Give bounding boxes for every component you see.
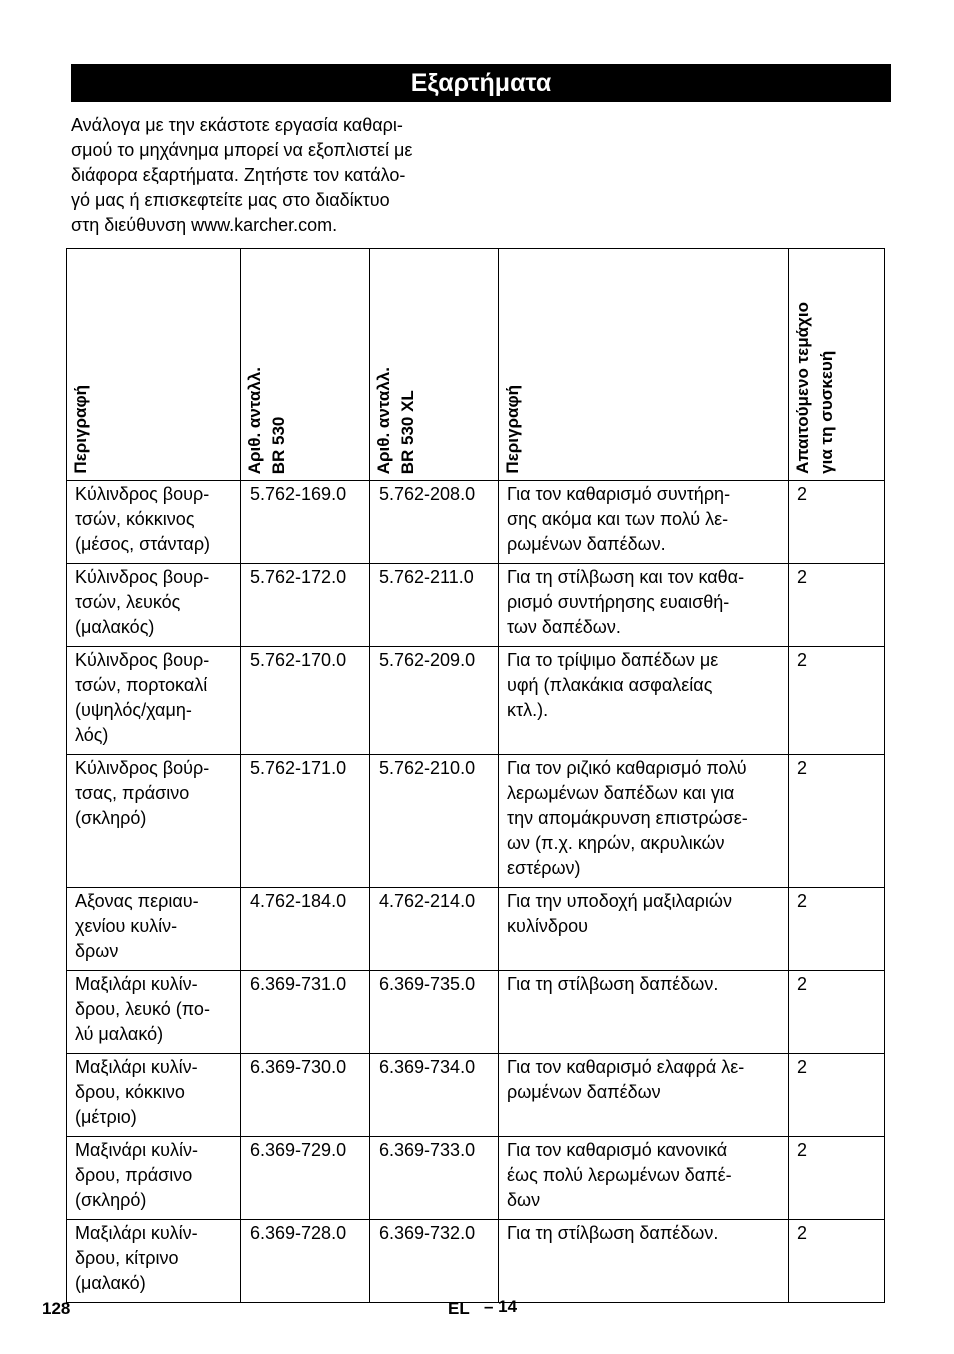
cell-br530: 6.369-731.0 (241, 971, 370, 1054)
text-line: Για τη στίλβωση δαπέδων. (507, 1223, 719, 1243)
text-line: υφή (πλακάκια ασφαλείας (507, 675, 713, 695)
cell-purpose (499, 971, 789, 1054)
text-line: λός) (75, 725, 109, 745)
cell-purpose (499, 1220, 789, 1303)
text-line: (σκληρό) (75, 808, 147, 828)
cell-purpose (499, 755, 789, 888)
text-line: Κύλινδρος βουρ- (75, 484, 210, 504)
cell-description (67, 971, 241, 1054)
cell-br530xl: 5.762-211.0 (370, 564, 499, 647)
cell-description (67, 481, 241, 564)
intro-line: σμού το μηχάνημα μπορεί να εξοπλιστεί με (71, 140, 413, 160)
cell-purpose (499, 1054, 789, 1137)
text-line: ρωμένων δαπέδων (507, 1082, 661, 1102)
text-line: (σκληρό) (75, 1190, 147, 1210)
cell-qty: 2 (789, 481, 885, 564)
table-row (67, 755, 885, 888)
cell-br530xl: 5.762-210.0 (370, 755, 499, 888)
text-line: Για την υποδοχή μαξιλαριών (507, 891, 732, 911)
table-row (67, 1054, 885, 1137)
text-line: τσών, κόκκινος (75, 509, 195, 529)
header-order-br530xl-line2: BR 530 XL (398, 389, 417, 474)
text-line: δρου, λευκό (πο- (75, 999, 210, 1019)
cell-qty: 2 (789, 564, 885, 647)
cell-description (67, 1220, 241, 1303)
text-line: Για τον καθαρισμό συντήρη- (507, 484, 731, 504)
cell-br530: 5.762-170.0 (241, 647, 370, 755)
cell-br530xl: 6.369-733.0 (370, 1137, 499, 1220)
cell-br530xl: 5.762-209.0 (370, 647, 499, 755)
cell-br530: 4.762-184.0 (241, 888, 370, 971)
cell-br530xl: 6.369-732.0 (370, 1220, 499, 1303)
text-line: τσών, πορτοκαλί (75, 675, 208, 695)
header-description (67, 249, 241, 481)
header-description-label: Περιγραφή (71, 385, 90, 474)
accessories-table (66, 248, 885, 1303)
header-quantity-line2: για τη συσκευή (817, 350, 836, 474)
cell-description (67, 647, 241, 755)
cell-purpose (499, 481, 789, 564)
table-row (67, 1137, 885, 1220)
text-line: Για τον καθαρισμό ελαφρά λε- (507, 1057, 745, 1077)
cell-qty: 2 (789, 971, 885, 1054)
text-line: εστέρων) (507, 858, 581, 878)
cell-description (67, 1137, 241, 1220)
cell-br530xl: 5.762-208.0 (370, 481, 499, 564)
cell-br530: 6.369-730.0 (241, 1054, 370, 1137)
header-order-br530xl (370, 249, 499, 481)
cell-purpose (499, 888, 789, 971)
header-order-br530xl-line1: Αριθ. ανταλλ. (374, 366, 393, 474)
text-line: κυλίνδρου (507, 916, 588, 936)
intro-line: στη διεύθυνση www.karcher.com. (71, 215, 338, 235)
text-line: τσών, λευκός (75, 592, 181, 612)
text-line: χενίου κυλίν- (75, 916, 178, 936)
text-line: (μέσος, στάνταρ) (75, 534, 211, 554)
text-line: λύ μαλακό) (75, 1024, 164, 1044)
text-line: δρου, κίτρινο (75, 1248, 179, 1268)
text-line: των δαπέδων. (507, 617, 621, 637)
cell-description (67, 1054, 241, 1137)
text-line: έως πολύ λερωμένων δαπέ- (507, 1165, 732, 1185)
text-line: Μαξιλάρι κυλίν- (75, 1057, 198, 1077)
text-line: Για τον ριζικό καθαρισμό πολύ (507, 758, 747, 778)
cell-description (67, 888, 241, 971)
cell-br530: 6.369-728.0 (241, 1220, 370, 1303)
cell-description (67, 564, 241, 647)
header-quantity (789, 249, 885, 481)
intro-line: Ανάλογα με την εκάστοτε εργασία καθαρι- (71, 115, 403, 135)
text-line: Για τη στίλβωση και τον καθα- (507, 567, 745, 587)
cell-purpose (499, 564, 789, 647)
header-purpose-label: Περιγραφή (503, 385, 522, 474)
cell-br530xl: 6.369-735.0 (370, 971, 499, 1054)
text-line: σης ακόμα και των πολύ λε- (507, 509, 729, 529)
intro-line: γό μας ή επισκεφτείτε μας στο διαδίκτυο (71, 190, 390, 210)
text-line: (μαλακός) (75, 617, 155, 637)
cell-qty: 2 (789, 1220, 885, 1303)
text-line: δρων (75, 941, 119, 961)
table-row (67, 481, 885, 564)
intro-paragraph (71, 113, 471, 238)
table-row (67, 888, 885, 971)
text-line: δων (507, 1190, 541, 1210)
page-number: 128 (42, 1299, 71, 1318)
text-line: Κύλινδρος βουρ- (75, 650, 210, 670)
cell-br530: 5.762-171.0 (241, 755, 370, 888)
text-line: (μαλακό) (75, 1273, 146, 1293)
text-line: ρισμό συντήρησης ευαισθή- (507, 592, 730, 612)
header-order-br530-line2: BR 530 (269, 416, 288, 474)
cell-purpose (499, 647, 789, 755)
intro-line: διάφορα εξαρτήματα. Ζητήστε τον κατάλο- (71, 165, 406, 185)
table-row (67, 1220, 885, 1303)
text-line: Κύλινδρος βούρ- (75, 758, 210, 778)
text-line: κτλ.). (507, 700, 549, 720)
cell-qty: 2 (789, 1054, 885, 1137)
table-row (67, 564, 885, 647)
text-line: δρου, πράσινο (75, 1165, 193, 1185)
text-line: τσας, πράσινο (75, 783, 190, 803)
language-code: EL (448, 1299, 470, 1318)
text-line: Για τον καθαρισμό κανονικά (507, 1140, 728, 1160)
cell-qty: 2 (789, 647, 885, 755)
cell-br530: 5.762-169.0 (241, 481, 370, 564)
page-title: Εξαρτήματα (71, 64, 891, 102)
header-purpose (499, 249, 789, 481)
text-line: Κύλινδρος βουρ- (75, 567, 210, 587)
header-order-br530 (241, 249, 370, 481)
text-line: ων (π.χ. κηρών, ακρυλικών (507, 833, 725, 853)
text-line: δρου, κόκκινο (75, 1082, 185, 1102)
table-header-row (67, 249, 885, 481)
text-line: την απομάκρυνση επιστρώσε- (507, 808, 748, 828)
text-line: Μαξιλάρι κυλίν- (75, 1223, 198, 1243)
cell-description (67, 755, 241, 888)
text-line: Μαξιλάρι κυλίν- (75, 974, 198, 994)
text-line: λερωμένων δαπέδων και για (507, 783, 735, 803)
header-order-br530-line1: Αριθ. ανταλλ. (245, 366, 264, 474)
text-line: Αξονας περιαυ- (75, 891, 199, 911)
cell-qty: 2 (789, 755, 885, 888)
text-line: (υψηλός/χαμη- (75, 700, 192, 720)
table-row (67, 971, 885, 1054)
cell-br530xl: 6.369-734.0 (370, 1054, 499, 1137)
cell-qty: 2 (789, 1137, 885, 1220)
text-line: (μέτριο) (75, 1107, 137, 1127)
cell-qty: 2 (789, 888, 885, 971)
section-page-number: – 14 (484, 1297, 518, 1316)
header-quantity-line1: Απαιτούμενο τεμάχιο (793, 302, 812, 474)
cell-br530: 5.762-172.0 (241, 564, 370, 647)
text-line: Για το τρίψιμο δαπέδων με (507, 650, 719, 670)
cell-br530: 6.369-729.0 (241, 1137, 370, 1220)
cell-br530xl: 4.762-214.0 (370, 888, 499, 971)
text-line: Μαξινάρι κυλίν- (75, 1140, 198, 1160)
table-row (67, 647, 885, 755)
cell-purpose (499, 1137, 789, 1220)
text-line: ρωμένων δαπέδων. (507, 534, 666, 554)
text-line: Για τη στίλβωση δαπέδων. (507, 974, 719, 994)
